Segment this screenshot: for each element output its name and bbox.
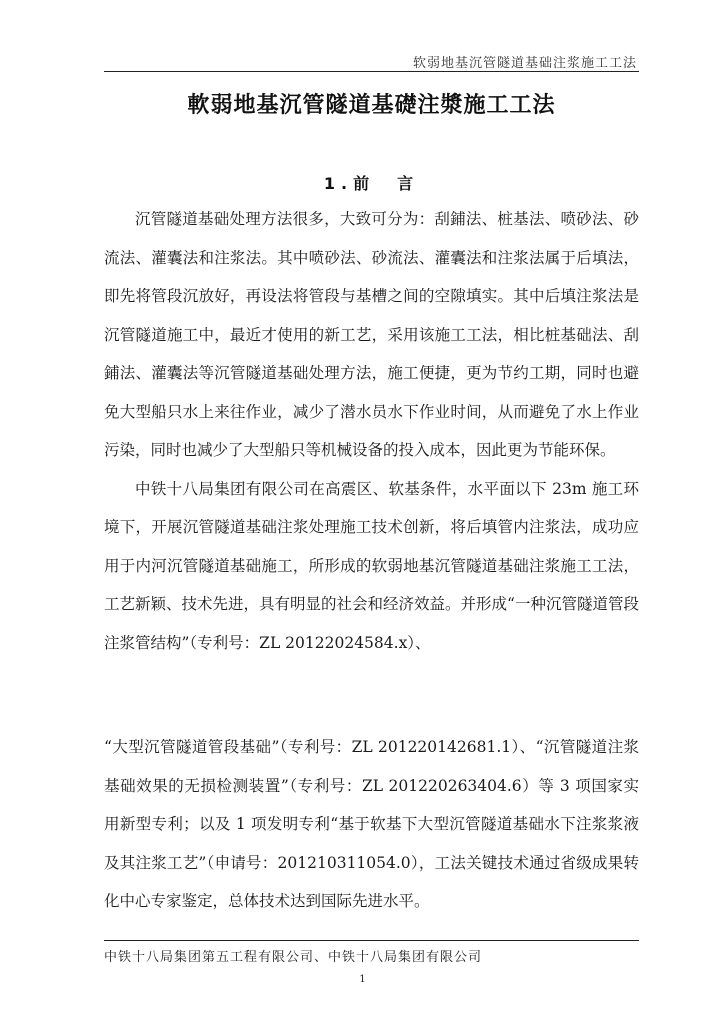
running-header: 软弱地基沉管隧道基础注浆施工工法	[412, 56, 637, 71]
section-heading: 1.前 言	[323, 174, 420, 193]
footer-organization: 中铁十八局集团第五工程有限公司、中铁十八局集团有限公司	[104, 950, 483, 965]
paragraph-2: 中铁十八局集团有限公司在高震区、软基条件，水平面以下 23m 施工环境下，开展沉管隧道基础注浆处理施工技术创新，将后填管内注浆法，成功应用于内河沉管隧道基础施工，所形成的软弱地基沉管隧道基础注浆施工工法，工艺新颖、技术先进，具有明显的社会和经济效益。并形成“一种沉管隧道管段注浆管结构”（专利号：ZL 20122024584.x）、	[104, 479, 639, 652]
document-title: 軟弱地基沉管隧道基礎注漿施工工法	[187, 93, 556, 118]
body-block-1	[104, 200, 639, 662]
paragraph-1: 沉管隧道基础处理方法很多，大致可分为：刮鋪法、桩基法、喷砂法、砂流法、灌囊法和注浆法。其中喷砂法、砂流法、灌囊法和注浆法属于后填法，即先将管段沉放好，再设法将管段与基槽之间的空隙填实。其中后填注浆法是沉管隧道施工中，最近才使用的新工艺，采用该施工工法，相比桩基础法、刮鋪法、灌囊法等沉管隧道基础处理方法，施工便捷，更为节约工期，同时也避免大型船只水上来往作业，减少了潜水员水下作业时间，从而避免了水上作业污染，同时也减少了大型船只等机械设备的投入成本，因此更为节能环保。	[104, 210, 639, 459]
header-rule	[104, 71, 639, 72]
page-number: 1	[359, 974, 366, 985]
paragraph-3: “大型沉管隧道管段基础”（专利号：ZL 201220142681.1）、“沉管隧道注浆基础效果的无损检测装置”（专利号：ZL 201220263404.6）等 3 项国家实用新型专利；以及 1 项发明专利“基于软基下大型沉管隧道基础水下注浆浆液及其注浆工艺”（申请号：201210311054.0），工法关键技术通过省级成果转化中心专家鉴定，总体技术达到国际先进水平。	[104, 738, 639, 910]
footer-rule	[104, 940, 639, 941]
body-block-2	[104, 728, 639, 921]
